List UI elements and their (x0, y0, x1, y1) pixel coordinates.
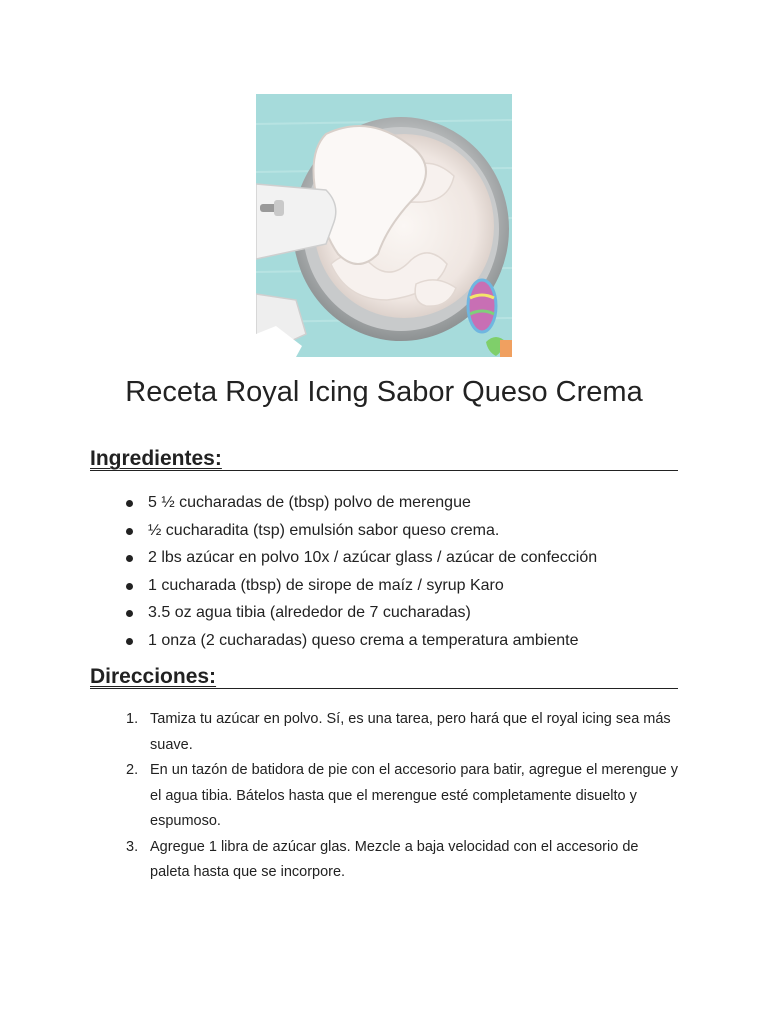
step-text: Agregue 1 libra de azúcar glas. Mezcle a baja velocidad con el accesorio de paleta hasta que se incorpore. (150, 838, 639, 880)
directions-heading-text: Direcciones: (90, 665, 217, 688)
step-number: 2. (126, 762, 139, 778)
bullet-icon (126, 583, 133, 590)
list-item (0, 572, 768, 600)
list-item (0, 544, 768, 572)
ingredient-text: ½ cucharadita (tsp) emulsión sabor queso crema. (148, 521, 500, 539)
list-item (0, 835, 680, 886)
list-item (0, 707, 680, 758)
list-item (0, 599, 768, 627)
ingredient-text: 1 cucharada (tbsp) de sirope de maíz / syrup Karo (148, 576, 504, 594)
ingredient-text: 2 lbs azúcar en polvo 10x / azúcar glass / azúcar de confección (148, 549, 598, 567)
step-text: En un tazón de batidora de pie con el accesorio para batir, agregue el merengue y el agua tibia. Bátelos hasta que el merengue esté completamente disuelto y espumoso. (150, 762, 678, 829)
recipe-photo (256, 94, 512, 357)
list-item (0, 517, 768, 545)
ingredients-list (0, 489, 768, 655)
ingredient-text: 3.5 oz agua tibia (alrededor de 7 cucharadas) (148, 604, 471, 622)
step-text: Tamiza tu azúcar en polvo. Sí, es una tarea, pero hará que el royal icing sea más suave. (150, 711, 671, 753)
list-item (0, 489, 768, 517)
directions-list (0, 707, 768, 886)
bullet-icon (126, 638, 133, 645)
ingredient-text: 5 ½ cucharadas de (tbsp) polvo de merengue (148, 494, 471, 511)
ingredients-heading (90, 446, 678, 471)
step-number: 1. (126, 711, 139, 727)
bullet-icon (126, 555, 133, 562)
stand-mixer-illustration (256, 94, 512, 357)
list-item (0, 758, 680, 835)
bullet-icon (126, 500, 133, 507)
ingredients-heading-text: Ingredientes: (90, 447, 222, 470)
ingredient-text: 1 onza (2 cucharadas) queso crema a temperatura ambiente (148, 631, 579, 649)
recipe-title: Receta Royal Icing Sabor Queso Crema (125, 376, 643, 408)
directions-heading (90, 664, 678, 689)
bullet-icon (126, 528, 133, 535)
bullet-icon (126, 610, 133, 617)
step-number: 3. (126, 838, 139, 855)
list-item (0, 627, 768, 655)
